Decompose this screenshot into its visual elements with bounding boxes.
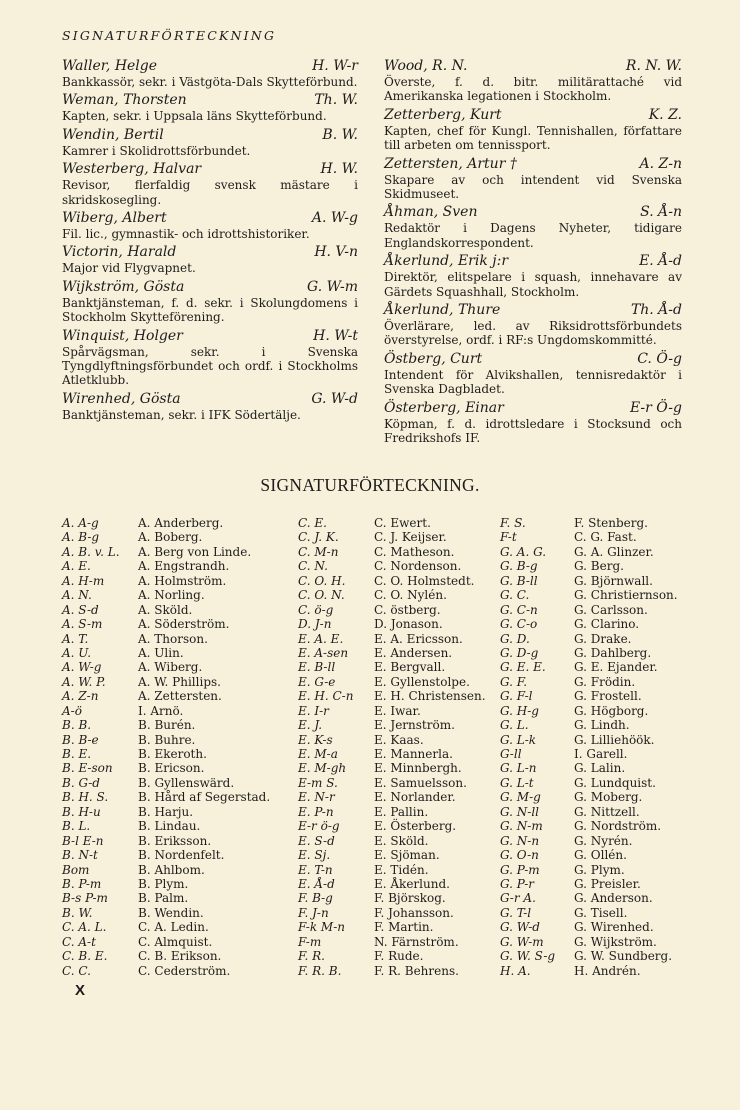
index-name: G. Christiernson. — [574, 588, 678, 603]
index-name: A. Zettersten. — [138, 689, 222, 704]
index-name: E. Andersen. — [374, 645, 453, 660]
index-name: C. Almquist. — [138, 934, 213, 949]
index-signature-column — [298, 516, 374, 978]
index-signature: B. G-d — [62, 775, 100, 790]
bio-entry-head — [384, 58, 682, 75]
index-name: I. Garell. — [574, 747, 628, 761]
index-signature: C. ö-g — [298, 602, 334, 617]
index-name: G. Clarino. — [574, 617, 640, 632]
index-signature: C. A. L. — [62, 920, 107, 935]
bio-name: Åhman, Sven — [384, 204, 478, 221]
bio-signature: G. W-d — [311, 390, 358, 407]
index-signature: E. Sj. — [298, 848, 331, 863]
bio-entry — [62, 161, 358, 207]
bio-description: Kapten, sekr. i Uppsala läns Skytteförbund. — [62, 109, 327, 124]
bio-signature: C. Ö-g — [637, 350, 682, 367]
bio-name: Weman, Thorsten — [62, 92, 187, 109]
index-name: G. Högborg. — [574, 703, 649, 718]
index-signature: A. S-m — [62, 617, 103, 632]
bio-signature: S. Å-n — [640, 204, 682, 221]
bio-name: Westerberg, Halvar — [62, 161, 202, 178]
bio-name: Zettersten, Artur † — [384, 155, 517, 172]
index-signature: G. P-m — [500, 862, 540, 877]
index-name: C. Matheson. — [374, 544, 455, 559]
bio-column-right — [384, 58, 682, 449]
bio-name: Wiberg, Albert — [62, 210, 167, 227]
bio-description: Bankkassör, sekr. i Västgöta-Dals Skytteförbund. — [62, 75, 358, 89]
index-name: G. Lundquist. — [574, 775, 656, 790]
index-signature: G. L-t — [500, 775, 534, 790]
index-signature: G. L-n — [500, 761, 537, 776]
bio-entry-head — [384, 107, 682, 124]
index-name: F. Björskog. — [374, 891, 446, 906]
index-name: F. Rude. — [374, 949, 424, 964]
index-signature: A-ö — [62, 703, 82, 718]
index-name: A. Söderström. — [138, 617, 230, 632]
bio-entry-head — [62, 92, 358, 109]
index-name: H. Andrén. — [574, 963, 641, 978]
index-name: G. Frödin. — [574, 674, 636, 689]
index-signature: G. B-g — [500, 559, 538, 574]
bio-name: Zetterberg, Kurt — [384, 106, 502, 123]
index-name: E. Pallin. — [374, 804, 429, 819]
bio-entry-head — [384, 351, 682, 368]
bio-description: Banktjänsteman, f. d. sekr. i Skolungdomens i Stockholm Skytteförening. — [62, 295, 358, 325]
bio-name: Österberg, Einar — [384, 399, 504, 416]
index-name: A. Wiberg. — [138, 660, 203, 675]
index-name: C. A. Ledin. — [138, 920, 209, 935]
index-name: B. Buhre. — [138, 732, 196, 747]
index-signature: F-t — [500, 530, 517, 545]
index-name-column — [574, 516, 704, 978]
index-signature: G. H-g — [500, 703, 539, 718]
index-name: A. Berg von Linde. — [138, 544, 252, 559]
index-signature: E. M-gh — [298, 761, 347, 776]
bio-entry-head — [384, 302, 682, 319]
index-signature: A. T. — [62, 631, 89, 646]
index-signature: E. Å-d — [298, 876, 335, 891]
bio-signature: B. W. — [322, 126, 358, 143]
bio-entry-head — [384, 204, 682, 221]
index-name: G. Nyrén. — [574, 833, 633, 848]
index-name: E. H. Christensen. — [374, 689, 486, 704]
index-name: G. Drake. — [574, 631, 632, 646]
index-signature: D. J-n — [298, 617, 332, 632]
index-name: B. Palm. — [138, 891, 189, 906]
index-name: D. Jonason. — [374, 617, 443, 632]
index-name: E. Sjöman. — [374, 848, 440, 863]
bio-description: Överlärare, led. av Riksidrottsförbundets överstyrelse, ordf. i RF:s Ungdomskommitté. — [384, 319, 682, 348]
index-name: A. Sköld. — [138, 602, 193, 617]
index-name: G. Plym. — [574, 862, 625, 877]
index-name: E. Åkerlund. — [374, 876, 450, 891]
bio-description: Revisor, flerfaldig svensk mästare i skridskosegling. — [62, 178, 358, 207]
bio-name: Åkerlund, Erik j:r — [384, 253, 509, 270]
index-signature: B-l E-n — [62, 833, 104, 848]
index-name: G. Preisler. — [574, 876, 641, 891]
index-signature: F-m — [298, 934, 322, 949]
bio-description: Major vid Flygvapnet. — [62, 261, 196, 276]
bio-signature: H. W-r — [312, 58, 358, 74]
index-name: G. Lindh. — [574, 718, 630, 733]
index-name: G. W. Sundberg. — [574, 949, 673, 964]
index-signature: G. W. S-g — [500, 949, 556, 964]
index-name: E. Kaas. — [374, 732, 424, 747]
index-name: B. Plym. — [138, 876, 189, 891]
index-signature: H. A. — [500, 963, 531, 978]
index-name: C. J. Keijser. — [374, 530, 447, 545]
index-signature: F. B-g — [298, 891, 333, 906]
index-name-column — [138, 516, 298, 978]
index-signature: B-s P-m — [62, 891, 108, 906]
index-signature: E. P-n — [298, 804, 334, 819]
index-signature: A. U. — [62, 645, 92, 660]
bio-column-left — [62, 58, 358, 425]
bio-entry-head — [62, 161, 358, 178]
index-name: E. Österberg. — [374, 819, 457, 834]
bio-entry-head — [62, 279, 358, 296]
index-name: G. Nordström. — [574, 819, 662, 834]
index-signature: A. W. P. — [62, 674, 106, 689]
index-signature: E-m S. — [298, 775, 338, 790]
index-name: G. Lilliehöök. — [574, 732, 655, 747]
index-name: C. G. Fast. — [574, 530, 637, 545]
index-name: G. E. Ejander. — [574, 660, 658, 675]
index-signature: F. R. B. — [298, 963, 342, 978]
bio-description: Överste, f. d. bitr. militärattaché vid Amerikanska legationen i Stockholm. — [384, 75, 682, 104]
index-name: C. B. Erikson. — [138, 949, 222, 964]
index-name: A. W. Phillips. — [138, 674, 221, 689]
index-name: E. Gyllenstolpe. — [374, 674, 470, 689]
signature-index — [62, 516, 704, 978]
bio-entry-head — [384, 400, 682, 417]
index-signature: A. N. — [62, 588, 92, 603]
bio-description: Intendent för Alvikshallen, tennisredaktör i Svenska Dagbladet. — [384, 367, 682, 397]
bio-signature: E. Å-d — [639, 253, 682, 270]
index-signature: E. I-r — [298, 703, 329, 718]
index-signature: B. N-t — [62, 848, 98, 863]
index-signature: A. H-m — [62, 573, 105, 588]
index-name: A. Engstrandh. — [138, 559, 230, 574]
index-signature: C. J. K. — [298, 530, 339, 545]
bio-signature: A. W-g — [311, 210, 358, 227]
bio-entry-head — [62, 58, 358, 75]
bio-entry — [62, 391, 358, 422]
index-name: G. Björnwall. — [574, 573, 653, 588]
bio-entry-head — [62, 210, 358, 227]
bio-name: Wendin, Bertil — [62, 126, 164, 143]
index-signature: A. B. v. L. — [62, 544, 120, 559]
index-signature: E. N-r — [298, 790, 335, 805]
index-name: E. Iwar. — [374, 703, 421, 718]
index-signature: G. O-n — [500, 848, 539, 863]
index-signature: G. N-n — [500, 833, 540, 848]
index-name: G. A. Glinzer. — [574, 544, 654, 559]
bio-entry — [62, 127, 358, 158]
index-name: B. Lindau. — [138, 819, 201, 834]
bio-entry-head — [384, 156, 682, 173]
index-title: SIGNATURFÖRTECKNING. — [260, 475, 480, 495]
bio-signature: K. Z. — [648, 106, 682, 123]
bio-entry — [384, 204, 682, 250]
index-name: E. Minnbergh. — [374, 761, 462, 776]
index-name: A. Norling. — [138, 588, 205, 603]
index-name: C. Ewert. — [374, 516, 431, 530]
index-name: F. Johansson. — [374, 905, 454, 920]
bio-name: Åkerlund, Thure — [384, 302, 501, 319]
index-name: B. Ericson. — [138, 761, 205, 776]
bio-name: Wirenhed, Gösta — [62, 390, 181, 407]
bio-signature: Th. W. — [314, 92, 358, 109]
index-name: E. Jernström. — [374, 718, 455, 733]
index-signature: B. B. — [62, 718, 92, 733]
index-name: G. Wirenhed. — [574, 920, 654, 935]
index-name: B. Nordenfelt. — [138, 848, 225, 863]
bio-signature: G. W-m — [307, 278, 358, 295]
index-signature: G. E. E. — [500, 660, 546, 675]
bio-entry — [62, 244, 358, 275]
index-name: C. Cederström. — [138, 963, 231, 978]
index-name: B. Wendin. — [138, 905, 204, 920]
bio-description: Kapten, chef för Kungl. Tennishallen, författare till arbeten om tennissport. — [384, 123, 682, 153]
bio-name: Östberg, Curt — [384, 350, 483, 367]
bio-entry-head — [62, 328, 358, 345]
index-signature: G. B-ll — [500, 573, 538, 588]
bio-entry-head — [62, 244, 358, 261]
index-signature: B. E. — [62, 747, 92, 761]
bio-entry-head — [384, 253, 682, 270]
index-name: C. östberg. — [374, 602, 441, 617]
index-name: E. Samuelsson. — [374, 775, 467, 790]
index-signature: C. M-n — [298, 544, 339, 559]
bio-name: Waller, Helge — [62, 58, 158, 74]
index-signature: E. K-s — [298, 732, 333, 747]
index-signature: E. A-sen — [298, 645, 349, 660]
index-signature: G. D-g — [500, 645, 539, 660]
bio-entry — [384, 107, 682, 153]
index-name: A. Thorson. — [138, 631, 208, 646]
index-signature: B. B-e — [62, 732, 99, 747]
index-signature: E. B-ll — [298, 660, 336, 675]
index-name: E. Sköld. — [374, 833, 429, 848]
index-signature: G. C. — [500, 588, 530, 603]
index-signature: E. T-n — [298, 862, 333, 877]
bio-name: Victorin, Harald — [62, 244, 177, 261]
bio-entry — [384, 253, 682, 299]
bio-description: Direktör, elitspelare i squash, innehavare av Gärdets Squashhall, Stockholm. — [384, 270, 682, 299]
index-name: G. Anderson. — [574, 891, 653, 906]
index-name: I. Arnö. — [138, 703, 184, 718]
index-signature: A. A-g — [62, 516, 99, 530]
index-signature: E. S-d — [298, 833, 335, 848]
bio-name: Winquist, Holger — [62, 327, 183, 344]
bio-signature: Th. Å-d — [630, 302, 682, 319]
bio-signature: H. V-n — [314, 244, 358, 261]
index-name: N. Färnström. — [374, 934, 459, 949]
index-signature: A. B-g — [62, 530, 100, 545]
index-name: G. Frostell. — [574, 689, 642, 704]
index-signature: B. P-m — [62, 876, 102, 891]
index-name-column — [374, 516, 500, 978]
index-signature: E. A. E. — [298, 631, 344, 646]
index-signature: E-r ö-g — [298, 819, 340, 834]
bio-entry — [384, 351, 682, 397]
index-signature: C. A-t — [62, 934, 96, 949]
index-name: B. Hård af Segerstad. — [138, 790, 271, 805]
index-signature: F-k M-n — [298, 920, 345, 935]
bio-signature: A. Z-n — [639, 155, 682, 172]
index-signature: F. J-n — [298, 905, 329, 920]
bio-entry — [62, 58, 358, 89]
bio-description: Kamrer i Skolidrottsförbundet. — [62, 143, 251, 158]
index-signature: G. N-m — [500, 819, 543, 834]
index-name: A. Ulin. — [138, 645, 184, 660]
bio-name: Wood, R. N. — [384, 58, 468, 74]
index-signature: B. H-u — [62, 804, 101, 819]
index-signature: C. O. H. — [298, 573, 346, 588]
index-signature: G. P-r — [500, 876, 534, 891]
bio-description: Banktjänsteman, sekr. i IFK Södertälje. — [62, 407, 301, 422]
bio-entry-head — [62, 127, 358, 144]
index-signature: G-r A. — [500, 891, 536, 906]
index-name: E. A. Ericsson. — [374, 631, 463, 646]
bio-entry — [384, 58, 682, 104]
index-name: G. Ollén. — [574, 848, 627, 863]
index-name: G. Moberg. — [574, 790, 643, 805]
bio-entry — [384, 156, 682, 202]
index-signature: G. W-d — [500, 920, 540, 935]
index-signature: Bom — [62, 862, 90, 877]
index-name: F. R. Behrens. — [374, 963, 459, 978]
index-signature-column — [500, 516, 574, 978]
index-name: C. Nordenson. — [374, 559, 462, 574]
index-signature: A. E. — [62, 559, 91, 574]
index-name: B. Ahlbom. — [138, 862, 205, 877]
bio-description: Skapare av och intendent vid Svenska Skidmuseet. — [384, 172, 682, 202]
index-name: G. Berg. — [574, 559, 624, 574]
index-signature: G. F. — [500, 674, 528, 689]
index-signature: F. R. — [298, 949, 325, 964]
bio-signature: H. W-t — [313, 327, 358, 344]
bio-entry-head — [62, 391, 358, 408]
index-signature: C. N. — [298, 559, 328, 574]
bio-entry — [384, 302, 682, 348]
index-signature: B. E-son — [62, 761, 113, 776]
index-name: A. Holmström. — [138, 573, 227, 588]
index-signature: E. J. — [298, 718, 323, 733]
index-name: B. Gyllenswärd. — [138, 775, 235, 790]
index-signature: B. W. — [62, 905, 93, 920]
index-name: G. Tisell. — [574, 905, 628, 920]
index-signature: G. D. — [500, 631, 530, 646]
bio-entry — [62, 279, 358, 325]
bio-entry — [62, 92, 358, 123]
bio-description: Köpman, f. d. idrottsledare i Stocksund och Fredrikshofs IF. — [384, 416, 682, 446]
index-signature: B. H. S. — [62, 790, 109, 805]
index-signature: G. L-k — [500, 732, 537, 747]
page-folio: X — [75, 982, 86, 999]
index-name: G. Carlsson. — [574, 602, 648, 617]
index-name: E. Tidén. — [374, 862, 429, 877]
index-signature: G. N-ll — [500, 804, 540, 819]
bio-entry — [384, 400, 682, 446]
bio-signature: R. N. W. — [625, 58, 682, 74]
index-name: C. O. Nylén. — [374, 588, 447, 603]
index-name: A. Anderberg. — [138, 516, 224, 530]
bio-signature: E-r Ö-g — [629, 399, 682, 416]
index-signature: A. S-d — [62, 602, 99, 617]
bio-description: Spårvägsman, sekr. i Svenska Tyngdlyftningsförbundet och ordf. i Stockholms Atletklubb. — [62, 344, 358, 388]
running-head: SIGNATURFÖRTECKNING — [62, 28, 277, 43]
bio-name: Wijkström, Gösta — [62, 278, 185, 295]
bio-signature: H. W. — [320, 161, 358, 178]
index-signature: B. L. — [62, 819, 91, 834]
index-name: G. Dahlberg. — [574, 645, 652, 660]
index-name: G. Lalin. — [574, 761, 626, 776]
index-name: F. Martin. — [374, 920, 434, 935]
index-signature: G. M-g — [500, 790, 541, 805]
index-signature: G-ll — [500, 747, 522, 761]
index-signature: E. M-a — [298, 747, 338, 761]
index-signature: C. O. N. — [298, 588, 345, 603]
index-name: F. Stenberg. — [574, 516, 648, 530]
bio-description: Fil. lic., gymnastik- och idrottshistoriker. — [62, 227, 310, 242]
index-name: E. Bergvall. — [374, 660, 446, 675]
index-signature: F. S. — [500, 516, 526, 530]
index-signature-column — [62, 516, 138, 978]
index-name: B. Burén. — [138, 718, 196, 733]
index-signature: A. W-g — [62, 660, 102, 675]
index-signature: G. C-o — [500, 617, 538, 632]
index-signature: G. F-l — [500, 689, 533, 704]
index-signature: G. C-n — [500, 602, 538, 617]
index-signature: G. T-l — [500, 905, 532, 920]
index-signature: C. B. E. — [62, 949, 108, 964]
bio-entry — [62, 210, 358, 241]
index-name: E. Norlander. — [374, 790, 456, 805]
bio-description: Redaktör i Dagens Nyheter, tidigare Englandskorrespondent. — [384, 221, 682, 250]
index-signature: G. A. G. — [500, 544, 547, 559]
index-signature: E. G-e — [298, 674, 336, 689]
index-signature: G. W-m — [500, 934, 544, 949]
index-name: C. O. Holmstedt. — [374, 573, 475, 588]
index-name: G. Wijkström. — [574, 934, 657, 949]
index-name: B. Ekeroth. — [138, 747, 207, 761]
index-name: G. Nittzell. — [574, 804, 640, 819]
bio-entry — [62, 328, 358, 388]
index-name: B. Harju. — [138, 804, 194, 819]
index-signature: E. H. C-n — [298, 689, 354, 704]
index-signature: C. E. — [298, 516, 327, 530]
index-signature: G. L. — [500, 718, 529, 733]
index-name: E. Mannerla. — [374, 747, 453, 761]
index-signature: A. Z-n — [62, 689, 99, 704]
index-signature: C. C. — [62, 963, 91, 978]
index-name: B. Eriksson. — [138, 833, 212, 848]
index-name: A. Boberg. — [138, 530, 203, 545]
